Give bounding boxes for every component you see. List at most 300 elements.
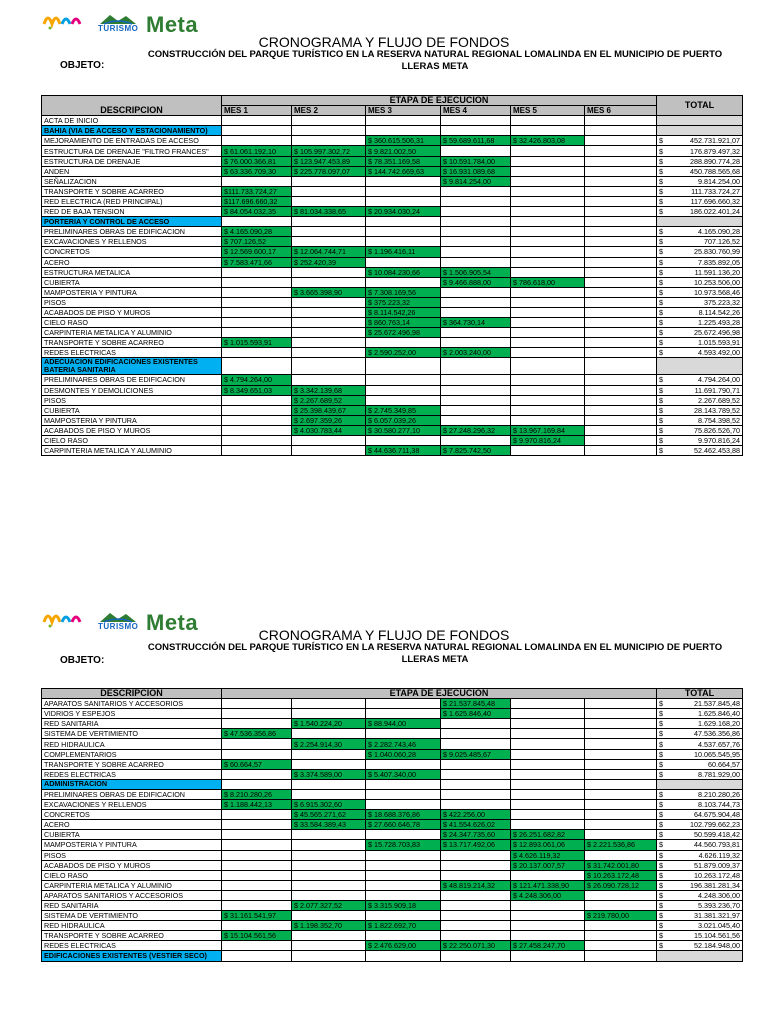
month-cell [585, 307, 657, 317]
row-total [657, 739, 743, 749]
row-total [657, 338, 743, 348]
currency-sign: $ [659, 759, 663, 769]
section-title: ADECUACION EDIFICACIONES EXISTENTES BATERIA SANITARIA [42, 358, 222, 375]
month-cell [292, 941, 366, 951]
month-cell [441, 779, 511, 789]
table-row [42, 870, 743, 880]
month-cell [511, 237, 585, 247]
month-cell [585, 890, 657, 900]
month-cell [222, 810, 292, 820]
total-value: 8.754.398,52 [698, 415, 740, 425]
month-cell [366, 176, 441, 186]
month-cell [222, 870, 292, 880]
month-cell [441, 911, 511, 921]
currency-sign: $ [659, 921, 663, 931]
row-total [657, 267, 743, 277]
row-description: APARATOS SANITARIOS Y ACCESORIOS [42, 890, 222, 900]
month-cell [585, 850, 657, 860]
table-row [42, 921, 743, 931]
month-cell [292, 779, 366, 789]
month-cell [222, 267, 292, 277]
currency-sign: $ [659, 729, 663, 739]
row-description: MAMPOSTERIA Y PINTURA [42, 415, 222, 425]
row-total [657, 850, 743, 860]
table-row [42, 375, 743, 385]
month-cell [441, 257, 511, 267]
table-row [42, 719, 743, 729]
month-cell: $ 10.591.784,00 [441, 156, 511, 166]
month-cell: $ 45.565.271,62 [292, 810, 366, 820]
row-description: PRELIMINARES OBRAS DE EDIFICACION [42, 789, 222, 799]
month-cell: $ 10.263.172,48 [585, 870, 657, 880]
month-cell: $ 252.420,39 [292, 257, 366, 267]
month-cell [292, 126, 366, 136]
total-value: 4.794.264,00 [698, 375, 740, 385]
month-cell: $ 2.745.349,85 [366, 405, 441, 415]
month-cell: $ 30.580.277,10 [366, 425, 441, 435]
row-description: APARATOS SANITARIOS Y ACCESORIOS [42, 699, 222, 709]
month-cell [441, 186, 511, 196]
total-value: 452.731.921,07 [690, 136, 740, 146]
month-cell [366, 277, 441, 287]
month-cell: $ 1.196.416,11 [366, 247, 441, 257]
month-cell [292, 116, 366, 126]
month-cell [292, 880, 366, 890]
month-cell [511, 709, 585, 719]
month-cell [511, 820, 585, 830]
month-cell: $ 375.223,32 [366, 297, 441, 307]
column-header-month: MES 5 [511, 106, 585, 116]
month-cell [222, 709, 292, 719]
tourism-logo-text: TURISMO [98, 622, 139, 631]
month-cell [441, 207, 511, 217]
month-cell [511, 779, 585, 789]
month-cell [585, 358, 657, 375]
month-cell [292, 375, 366, 385]
row-total [657, 217, 743, 227]
table-row [42, 257, 743, 267]
row-total [657, 207, 743, 217]
month-cell: $ 2.077.327,52 [292, 900, 366, 910]
currency-sign: $ [659, 749, 663, 759]
month-cell [441, 900, 511, 910]
month-cell: $ 48.819.214,32 [441, 880, 511, 890]
total-value: 52.462.453,88 [694, 446, 740, 456]
total-value: 4.248.306,00 [698, 890, 740, 900]
tourism-logo-text: TURISMO [98, 24, 139, 33]
month-cell [585, 196, 657, 206]
table-row [42, 446, 743, 456]
month-cell [292, 176, 366, 186]
month-cell [222, 840, 292, 850]
currency-sign: $ [659, 860, 663, 870]
row-total [657, 375, 743, 385]
row-total [657, 348, 743, 358]
row-description: CUBIERTA [42, 405, 222, 415]
month-cell [511, 415, 585, 425]
row-total [657, 860, 743, 870]
logo-group [42, 10, 212, 36]
month-cell: $ 44.636.711,38 [366, 446, 441, 456]
month-cell [292, 277, 366, 287]
row-total [657, 820, 743, 830]
row-total [657, 900, 743, 910]
month-cell [222, 769, 292, 779]
row-total [657, 830, 743, 840]
table-row [42, 911, 743, 921]
month-cell [292, 759, 366, 769]
month-cell [292, 729, 366, 739]
month-cell [292, 951, 366, 961]
row-total [657, 890, 743, 900]
month-cell [292, 267, 366, 277]
month-cell [511, 739, 585, 749]
row-description: VIDRIOS Y ESPEJOS [42, 709, 222, 719]
month-cell: $ 25.672.496,98 [366, 328, 441, 338]
table-row [42, 247, 743, 257]
month-cell [511, 911, 585, 921]
objeto-label: OBJETO: [60, 655, 105, 666]
month-cell [511, 900, 585, 910]
table-row [42, 890, 743, 900]
month-cell: $ 27.660.646,78 [366, 820, 441, 830]
row-total [657, 921, 743, 931]
currency-sign: $ [659, 196, 663, 206]
month-cell [585, 779, 657, 789]
month-cell [222, 446, 292, 456]
month-cell [585, 446, 657, 456]
month-cell [292, 890, 366, 900]
month-cell [585, 405, 657, 415]
month-cell [511, 297, 585, 307]
month-cell [585, 257, 657, 267]
month-cell [585, 247, 657, 257]
month-cell [585, 227, 657, 237]
month-cell [222, 850, 292, 860]
month-cell: $ 4.030.783,44 [292, 425, 366, 435]
month-cell [585, 146, 657, 156]
month-cell [366, 375, 441, 385]
total-value: 64.675.904,48 [694, 810, 740, 820]
row-total [657, 277, 743, 287]
month-cell [222, 318, 292, 328]
total-value: 8.103.744,73 [698, 800, 740, 810]
month-cell: $ 13.717.492,06 [441, 840, 511, 850]
month-cell [511, 247, 585, 257]
month-cell: $ 2.697.359,26 [292, 415, 366, 425]
table-row [42, 156, 743, 166]
table-row [42, 318, 743, 328]
month-cell [292, 186, 366, 196]
schedule-table [41, 95, 743, 456]
currency-sign: $ [659, 338, 663, 348]
month-cell [441, 146, 511, 156]
month-cell [366, 759, 441, 769]
meta-logo-text: Meta [146, 12, 199, 37]
month-cell [222, 358, 292, 375]
row-total [657, 307, 743, 317]
month-cell [585, 267, 657, 277]
month-cell: $ 1.506.905,54 [441, 267, 511, 277]
month-cell [441, 405, 511, 415]
month-cell [441, 338, 511, 348]
row-description: ESTRUCTURA DE DRENAJE "FILTRO FRANCES" [42, 146, 222, 156]
month-cell [292, 358, 366, 375]
month-cell [222, 307, 292, 317]
month-cell: $ 6.057.039,26 [366, 415, 441, 425]
table-row [42, 166, 743, 176]
currency-sign: $ [659, 348, 663, 358]
month-cell [585, 277, 657, 287]
month-cell: $ 144.742.669,63 [366, 166, 441, 176]
month-cell [292, 789, 366, 799]
total-value: 375.223,32 [704, 297, 740, 307]
row-description: REDES ELECTRICAS [42, 941, 222, 951]
page-title: CRONOGRAMA Y FLUJO DE FONDOS [258, 627, 510, 643]
month-cell [292, 196, 366, 206]
table-row [42, 277, 743, 287]
row-description: CUBIERTA [42, 830, 222, 840]
project-subtitle: CONSTRUCCIÓN DEL PARQUE TURÍSTICO EN LA RESERVA NATURAL REGIONAL LOMALINDA EN EL MUNICIPIO DE PUERTO LLERAS META [147, 49, 723, 72]
month-cell [441, 800, 511, 810]
month-cell [222, 921, 292, 931]
month-cell [585, 800, 657, 810]
currency-sign: $ [659, 840, 663, 850]
column-header-descripcion: DESCRIPCION [42, 689, 222, 699]
row-total [657, 941, 743, 951]
currency-sign: $ [659, 405, 663, 415]
table-row [42, 850, 743, 860]
table-row [42, 789, 743, 799]
currency-sign: $ [659, 830, 663, 840]
month-cell [441, 287, 511, 297]
month-cell: $ 8.210.280,26 [222, 789, 292, 799]
month-cell [222, 297, 292, 307]
row-total [657, 840, 743, 850]
month-cell [511, 257, 585, 267]
table-row [42, 196, 743, 206]
month-cell: $ 9.466.888,00 [441, 277, 511, 287]
row-total [657, 699, 743, 709]
row-description: TRANSPORTE Y SOBRE ACARREO [42, 931, 222, 941]
row-description: RED DE BAJA TENSION [42, 207, 222, 217]
month-cell [366, 126, 441, 136]
table-row [42, 709, 743, 719]
month-cell: $ 78.351.169,58 [366, 156, 441, 166]
month-cell [441, 436, 511, 446]
month-cell [292, 446, 366, 456]
total-value: 11.691.790,71 [694, 385, 740, 395]
row-description: REDES ELECTRICAS [42, 348, 222, 358]
month-cell [292, 307, 366, 317]
row-total [657, 186, 743, 196]
month-cell [585, 348, 657, 358]
table-row [42, 176, 743, 186]
month-cell [292, 297, 366, 307]
month-cell [511, 921, 585, 931]
month-cell: $ 3.374.589,00 [292, 769, 366, 779]
currency-sign: $ [659, 901, 663, 911]
currency-sign: $ [659, 436, 663, 446]
month-cell: $ 16.931.089,68 [441, 166, 511, 176]
month-cell: $ 27.458.247,70 [511, 941, 585, 951]
month-cell: $ 76.000.366,81 [222, 156, 292, 166]
month-cell: $ 21.537.845,48 [441, 699, 511, 709]
month-cell: $ 15.104.561,56 [222, 931, 292, 941]
month-cell [585, 415, 657, 425]
table-row [42, 425, 743, 435]
row-description: CUBIERTA [42, 277, 222, 287]
currency-sign: $ [659, 385, 663, 395]
column-header-descripcion: DESCRIPCION [42, 96, 222, 116]
row-total [657, 709, 743, 719]
month-cell [222, 749, 292, 759]
total-value: 8.210.280,26 [698, 789, 740, 799]
row-description: SISTEMA DE VERTIMIENTO [42, 729, 222, 739]
month-cell [441, 237, 511, 247]
month-cell [585, 900, 657, 910]
month-cell [511, 931, 585, 941]
month-cell [292, 749, 366, 759]
total-value: 9.970.816,24 [698, 436, 740, 446]
month-cell [222, 277, 292, 287]
month-cell: $ 786.618,00 [511, 277, 585, 287]
month-cell [222, 126, 292, 136]
total-value: 47.536.356,86 [694, 729, 740, 739]
month-cell: $ 5.407.340,00 [366, 769, 441, 779]
table-row [42, 146, 743, 156]
month-cell [441, 921, 511, 931]
month-cell: $ 121.471.338,90 [511, 880, 585, 890]
month-cell [366, 880, 441, 890]
month-cell [366, 870, 441, 880]
row-description: CARPINTERIA METALICA Y ALUMINIO [42, 880, 222, 890]
total-value: 102.799.662,23 [690, 820, 740, 830]
total-value: 117.696.660,32 [690, 196, 740, 206]
month-cell: $ 3.342.139,68 [292, 385, 366, 395]
currency-sign: $ [659, 425, 663, 435]
month-cell: $ 26.251.682,82 [511, 830, 585, 840]
month-cell [366, 789, 441, 799]
row-description: CIELO RASO [42, 436, 222, 446]
month-cell [366, 237, 441, 247]
month-cell [366, 227, 441, 237]
row-description: ACABADOS DE PISO Y MUROS [42, 307, 222, 317]
table-row [42, 749, 743, 759]
month-cell: $ 2.254.914,30 [292, 739, 366, 749]
month-cell [441, 890, 511, 900]
month-cell [441, 247, 511, 257]
row-total [657, 146, 743, 156]
month-cell [585, 375, 657, 385]
row-description: ESTRUCTURA METALICA [42, 267, 222, 277]
month-cell [292, 318, 366, 328]
month-cell: $ 26.090.728,12 [585, 880, 657, 890]
month-cell: $ 22.250.071,30 [441, 941, 511, 951]
month-cell [222, 951, 292, 961]
month-cell [511, 699, 585, 709]
total-value: 7.835.892,05 [698, 257, 740, 267]
month-cell [441, 227, 511, 237]
row-total [657, 870, 743, 880]
total-value: 51.879.009,37 [694, 860, 740, 870]
row-total [657, 951, 743, 961]
currency-sign: $ [659, 166, 663, 176]
row-total [657, 769, 743, 779]
month-cell [222, 719, 292, 729]
month-cell [366, 951, 441, 961]
month-cell [585, 126, 657, 136]
table-row [42, 395, 743, 405]
column-header-month: MES 4 [441, 106, 511, 116]
section-row [42, 126, 743, 136]
table-row [42, 769, 743, 779]
table-row [42, 287, 743, 297]
month-cell: $ 41.554.626,02 [441, 820, 511, 830]
month-cell [366, 729, 441, 739]
month-cell [222, 779, 292, 789]
total-value: 450.788.565,68 [690, 166, 740, 176]
month-cell: $ 24.347.735,60 [441, 830, 511, 840]
table-row [42, 328, 743, 338]
month-cell: $ 15.728.703,83 [366, 840, 441, 850]
month-cell [441, 759, 511, 769]
row-total [657, 911, 743, 921]
row-total [657, 395, 743, 405]
month-cell [585, 338, 657, 348]
month-cell [585, 769, 657, 779]
month-cell: $ 27.248.296,32 [441, 425, 511, 435]
month-cell: $ 105.997.302,72 [292, 146, 366, 156]
currency-sign: $ [659, 769, 663, 779]
row-description: SISTEMA DE VERTIMIENTO [42, 911, 222, 921]
month-cell [292, 348, 366, 358]
month-cell [585, 951, 657, 961]
table-row [42, 699, 743, 709]
total-value: 50.599.418,42 [694, 830, 740, 840]
month-cell [366, 436, 441, 446]
month-cell: $ 2.590.252,00 [366, 348, 441, 358]
currency-sign: $ [659, 277, 663, 287]
total-value: 196.381.281,34 [690, 880, 740, 890]
month-cell [441, 307, 511, 317]
table-row [42, 267, 743, 277]
month-cell [585, 425, 657, 435]
row-description: MEJORAMIENTO DE ENTRADAS DE ACCESO [42, 136, 222, 146]
currency-sign: $ [659, 227, 663, 237]
month-cell [441, 739, 511, 749]
month-cell [222, 405, 292, 415]
total-value: 1.625.846,40 [698, 709, 740, 719]
month-cell [292, 217, 366, 227]
row-total [657, 425, 743, 435]
row-total [657, 719, 743, 729]
month-cell [585, 217, 657, 227]
page-title: CRONOGRAMA Y FLUJO DE FONDOS [258, 34, 510, 50]
month-cell: $ 9.025.485,67 [441, 749, 511, 759]
table-row [42, 800, 743, 810]
currency-sign: $ [659, 415, 663, 425]
table-row [42, 900, 743, 910]
row-description: CARPINTERIA METALICA Y ALUMINIO [42, 328, 222, 338]
month-cell: $ 3.315.909,18 [366, 900, 441, 910]
table-row [42, 820, 743, 830]
month-cell [511, 328, 585, 338]
row-description: CONCRETOS [42, 810, 222, 820]
table-row [42, 880, 743, 890]
currency-sign: $ [659, 297, 663, 307]
month-cell [366, 186, 441, 196]
